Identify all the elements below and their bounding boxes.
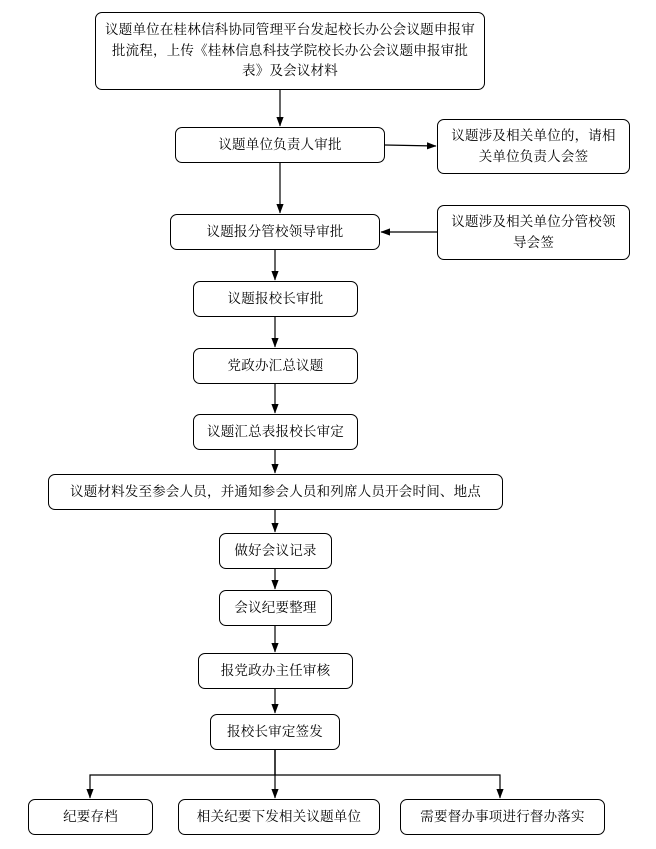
node-label: 议题单位在桂林信科协同管理平台发起校长办公会议题申报审批流程，上传《桂林信息科技学院校长办公会议题申报审批表》及会议材料 bbox=[105, 21, 475, 79]
node-archive-minutes[interactable] bbox=[28, 799, 153, 835]
node-related-unit-cosign[interactable] bbox=[437, 119, 630, 174]
node-president-approval[interactable] bbox=[193, 281, 358, 317]
node-distribute-materials[interactable] bbox=[48, 474, 503, 510]
node-president-sign-issue[interactable] bbox=[210, 714, 340, 750]
node-label: 党政办汇总议题 bbox=[227, 357, 324, 373]
node-label: 会议纪要整理 bbox=[234, 599, 317, 615]
node-vice-president-approval[interactable] bbox=[170, 214, 380, 250]
node-director-review[interactable] bbox=[198, 653, 353, 689]
node-submit-process[interactable] bbox=[95, 12, 485, 90]
node-label: 做好会议记录 bbox=[234, 542, 317, 558]
node-label: 议题报校长审批 bbox=[227, 290, 324, 306]
edge-n2-n3 bbox=[385, 145, 436, 146]
node-office-collect-topics[interactable] bbox=[193, 348, 358, 384]
node-label: 相关纪要下发相关议题单位 bbox=[196, 808, 362, 824]
node-meeting-minutes-record[interactable] bbox=[219, 533, 332, 569]
node-summary-table-approval[interactable] bbox=[193, 414, 358, 450]
node-label: 议题涉及相关单位的，请相关单位负责人会签 bbox=[451, 127, 616, 164]
node-label: 需要督办事项进行督办落实 bbox=[420, 808, 585, 824]
node-label: 议题涉及相关单位分管校领导会签 bbox=[451, 213, 616, 250]
node-issue-minutes-to-units[interactable] bbox=[178, 799, 380, 835]
node-unit-leader-approval[interactable] bbox=[175, 127, 385, 163]
node-label: 议题报分管校领导审批 bbox=[206, 223, 344, 239]
node-label: 议题单位负责人审批 bbox=[218, 136, 342, 152]
node-label: 纪要存档 bbox=[63, 808, 118, 824]
node-related-vice-president-cosign[interactable] bbox=[437, 205, 630, 260]
node-supervise-items[interactable] bbox=[400, 799, 605, 835]
node-label: 报校长审定签发 bbox=[227, 723, 323, 739]
node-minutes-organize[interactable] bbox=[219, 590, 332, 626]
node-label: 报党政办主任审核 bbox=[220, 662, 331, 678]
node-label: 议题汇总表报校长审定 bbox=[207, 423, 344, 439]
node-label: 议题材料发至参会人员，并通知参会人员和列席人员开会时间、地点 bbox=[70, 483, 481, 499]
edge-n13-n14 bbox=[90, 750, 275, 798]
edge-n13-n16 bbox=[275, 750, 500, 798]
